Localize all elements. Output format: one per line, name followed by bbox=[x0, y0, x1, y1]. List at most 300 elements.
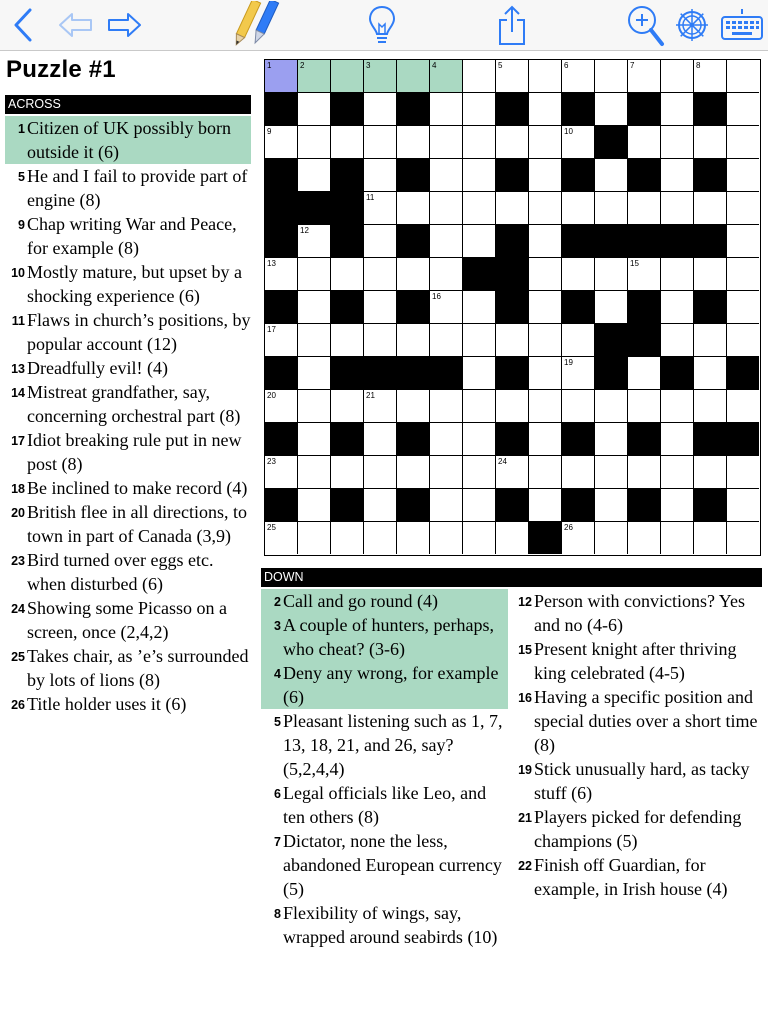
clue-text: Showing some Picasso on a screen, once (2,4,2) bbox=[27, 598, 227, 642]
settings-wheel-icon bbox=[674, 7, 710, 43]
settings-button[interactable] bbox=[672, 0, 712, 50]
undo-button[interactable] bbox=[56, 0, 96, 50]
grid-cell[interactable] bbox=[562, 456, 595, 489]
grid-cell[interactable] bbox=[661, 60, 694, 93]
grid-cell[interactable] bbox=[595, 456, 628, 489]
down-clue-5[interactable] bbox=[261, 709, 508, 781]
grid-cell[interactable] bbox=[562, 324, 595, 357]
grid-cell[interactable] bbox=[463, 126, 496, 159]
grid-cell[interactable] bbox=[661, 423, 694, 456]
grid-cell[interactable] bbox=[364, 324, 397, 357]
grid-cell[interactable] bbox=[430, 225, 463, 258]
clue-text: He and I fail to provide part of engine (8) bbox=[27, 166, 248, 210]
grid-cell[interactable] bbox=[661, 489, 694, 522]
lightbulb-icon bbox=[366, 4, 398, 46]
cell-number: 2 bbox=[300, 61, 305, 70]
grid-cell[interactable] bbox=[331, 390, 364, 423]
grid-cell[interactable] bbox=[595, 93, 628, 126]
clue-text: British flee in all directions, to town in part of Canada (3,9) bbox=[27, 502, 247, 546]
crossword-grid[interactable] bbox=[264, 59, 761, 556]
grid-cell[interactable] bbox=[298, 291, 331, 324]
down-clue-7[interactable] bbox=[261, 829, 508, 901]
down-clue-21[interactable] bbox=[512, 805, 764, 853]
zoom-in-icon bbox=[625, 3, 665, 47]
grid-cell[interactable] bbox=[364, 489, 397, 522]
grid-cell[interactable] bbox=[298, 159, 331, 192]
across-clue-11[interactable] bbox=[5, 308, 251, 356]
grid-cell[interactable] bbox=[661, 192, 694, 225]
redo-arrow-icon bbox=[106, 12, 142, 38]
grid-cell[interactable] bbox=[298, 225, 331, 258]
grid-cell[interactable] bbox=[727, 291, 759, 324]
grid-cell[interactable] bbox=[430, 324, 463, 357]
clue-text: Takes chair, as ’e’s surrounded by lots of lions (8) bbox=[27, 646, 249, 690]
back-button[interactable] bbox=[6, 0, 40, 50]
grid-cell[interactable] bbox=[529, 456, 562, 489]
grid-cell[interactable] bbox=[529, 357, 562, 390]
cell-number: 22 bbox=[696, 424, 705, 433]
grid-cell[interactable] bbox=[595, 258, 628, 291]
clue-text: Dreadfully evil! (4) bbox=[27, 358, 168, 378]
clue-number: 23 bbox=[11, 554, 25, 568]
grid-cell[interactable] bbox=[694, 192, 727, 225]
grid-cell[interactable] bbox=[331, 60, 364, 93]
grid-cell[interactable] bbox=[265, 456, 298, 489]
across-clue-25[interactable] bbox=[5, 644, 251, 692]
grid-cell[interactable] bbox=[331, 456, 364, 489]
grid-block bbox=[496, 225, 529, 258]
cell-number: 18 bbox=[630, 325, 639, 334]
down-clue-2[interactable] bbox=[261, 589, 508, 613]
grid-block bbox=[496, 258, 529, 291]
grid-cell[interactable] bbox=[661, 291, 694, 324]
grid-block bbox=[694, 423, 727, 456]
grid-cell[interactable] bbox=[496, 324, 529, 357]
cell-number: 6 bbox=[564, 61, 569, 70]
clue-text: Flaws in church’s positions, by popular account (12) bbox=[27, 310, 251, 354]
down-clue-3[interactable] bbox=[261, 613, 508, 661]
grid-cell[interactable] bbox=[727, 258, 759, 291]
grid-block bbox=[694, 159, 727, 192]
grid-cell[interactable] bbox=[397, 456, 430, 489]
grid-cell[interactable] bbox=[298, 423, 331, 456]
grid-cell[interactable] bbox=[694, 324, 727, 357]
clue-number: 18 bbox=[11, 482, 25, 496]
grid-cell[interactable] bbox=[364, 423, 397, 456]
clue-number: 8 bbox=[274, 907, 281, 921]
grid-block bbox=[331, 357, 364, 390]
clue-text: Finish off Guardian, for example, in Irish house (4) bbox=[534, 855, 728, 899]
grid-cell[interactable] bbox=[364, 225, 397, 258]
across-clue-14[interactable] bbox=[5, 380, 251, 428]
down-header: DOWN bbox=[261, 568, 762, 587]
grid-cell[interactable] bbox=[562, 126, 595, 159]
grid-cell[interactable] bbox=[727, 60, 759, 93]
grid-cell[interactable] bbox=[397, 522, 430, 554]
grid-cell[interactable] bbox=[727, 489, 759, 522]
grid-cell[interactable] bbox=[595, 291, 628, 324]
grid-cell[interactable] bbox=[463, 225, 496, 258]
grid-cell[interactable] bbox=[298, 357, 331, 390]
grid-cell[interactable] bbox=[430, 258, 463, 291]
grid-cell[interactable] bbox=[595, 60, 628, 93]
grid-cell[interactable] bbox=[463, 291, 496, 324]
grid-cell[interactable] bbox=[727, 126, 759, 159]
grid-cell[interactable] bbox=[661, 93, 694, 126]
across-clue-23[interactable] bbox=[5, 548, 251, 596]
clue-text: Be inclined to make record (4) bbox=[27, 478, 248, 498]
grid-cell[interactable] bbox=[496, 192, 529, 225]
grid-cell[interactable] bbox=[529, 192, 562, 225]
grid-block bbox=[397, 423, 430, 456]
grid-block bbox=[562, 489, 595, 522]
grid-block bbox=[661, 225, 694, 258]
grid-block bbox=[331, 423, 364, 456]
clue-text: Bird turned over eggs etc. when disturbed (6) bbox=[27, 550, 214, 594]
grid-cell[interactable] bbox=[694, 126, 727, 159]
grid-cell[interactable] bbox=[463, 159, 496, 192]
across-clue-26[interactable] bbox=[5, 692, 251, 716]
grid-cell[interactable] bbox=[430, 60, 463, 93]
grid-block bbox=[496, 159, 529, 192]
keyboard-icon bbox=[720, 7, 764, 43]
grid-cell[interactable] bbox=[364, 93, 397, 126]
grid-cell[interactable] bbox=[562, 192, 595, 225]
grid-cell[interactable] bbox=[694, 357, 727, 390]
grid-cell[interactable] bbox=[562, 390, 595, 423]
grid-block bbox=[595, 126, 628, 159]
grid-cell[interactable] bbox=[661, 159, 694, 192]
cell-number: 9 bbox=[267, 127, 272, 136]
grid-cell[interactable] bbox=[265, 390, 298, 423]
grid-cell[interactable] bbox=[562, 258, 595, 291]
across-clue-9[interactable] bbox=[5, 212, 251, 260]
grid-cell[interactable] bbox=[463, 522, 496, 554]
grid-cell[interactable] bbox=[463, 324, 496, 357]
grid-block bbox=[265, 489, 298, 522]
grid-cell[interactable] bbox=[364, 192, 397, 225]
clue-text: A couple of hunters, perhaps, who cheat? (3-6) bbox=[283, 615, 494, 659]
grid-block bbox=[496, 423, 529, 456]
grid-cell[interactable] bbox=[298, 489, 331, 522]
grid-cell[interactable] bbox=[628, 522, 661, 554]
grid-cell[interactable] bbox=[595, 489, 628, 522]
grid-cell[interactable] bbox=[430, 390, 463, 423]
grid-cell[interactable] bbox=[463, 357, 496, 390]
grid-cell[interactable] bbox=[430, 291, 463, 324]
grid-cell[interactable] bbox=[265, 324, 298, 357]
grid-cell[interactable] bbox=[628, 357, 661, 390]
grid-cell[interactable] bbox=[397, 390, 430, 423]
grid-cell[interactable] bbox=[397, 258, 430, 291]
grid-block bbox=[562, 225, 595, 258]
clue-number: 5 bbox=[18, 170, 25, 184]
grid-cell[interactable] bbox=[727, 225, 759, 258]
across-clue-18[interactable] bbox=[5, 476, 251, 500]
across-clue-17[interactable] bbox=[5, 428, 251, 476]
grid-cell[interactable] bbox=[496, 456, 529, 489]
grid-block bbox=[694, 291, 727, 324]
clue-text: Present knight after thriving king celebrated (4-5) bbox=[534, 639, 737, 683]
clue-number: 17 bbox=[11, 434, 25, 448]
grid-cell[interactable] bbox=[430, 522, 463, 554]
clue-text: Dictator, none the less, abandoned European currency (5) bbox=[283, 831, 502, 899]
clue-text: Title holder uses it (6) bbox=[27, 694, 187, 714]
clue-number: 25 bbox=[11, 650, 25, 664]
cell-number: 24 bbox=[498, 457, 507, 466]
grid-cell[interactable] bbox=[562, 357, 595, 390]
zoom-button[interactable] bbox=[622, 0, 668, 50]
clue-text: Players picked for defending champions (5) bbox=[534, 807, 742, 851]
grid-cell[interactable] bbox=[727, 93, 759, 126]
down-clue-6[interactable] bbox=[261, 781, 508, 829]
back-icon bbox=[12, 7, 34, 43]
grid-block bbox=[496, 357, 529, 390]
grid-cell[interactable] bbox=[364, 60, 397, 93]
grid-block bbox=[628, 423, 661, 456]
grid-cell[interactable] bbox=[661, 258, 694, 291]
grid-cell[interactable] bbox=[694, 60, 727, 93]
grid-cell[interactable] bbox=[628, 390, 661, 423]
grid-cell[interactable] bbox=[661, 126, 694, 159]
grid-cell[interactable] bbox=[529, 60, 562, 93]
across-clue-1[interactable] bbox=[5, 116, 251, 164]
grid-cell[interactable] bbox=[298, 60, 331, 93]
grid-cell[interactable] bbox=[430, 456, 463, 489]
cell-number: 20 bbox=[267, 391, 276, 400]
grid-cell[interactable] bbox=[463, 192, 496, 225]
grid-cell[interactable] bbox=[265, 258, 298, 291]
grid-block bbox=[628, 93, 661, 126]
grid-cell[interactable] bbox=[496, 522, 529, 554]
grid-cell[interactable] bbox=[727, 159, 759, 192]
across-clue-10[interactable] bbox=[5, 260, 251, 308]
grid-cell[interactable] bbox=[694, 522, 727, 554]
grid-cell[interactable] bbox=[694, 258, 727, 291]
grid-cell[interactable] bbox=[364, 522, 397, 554]
grid-cell[interactable] bbox=[694, 456, 727, 489]
grid-cell[interactable] bbox=[364, 258, 397, 291]
grid-cell[interactable] bbox=[397, 60, 430, 93]
grid-cell[interactable] bbox=[628, 60, 661, 93]
grid-cell[interactable] bbox=[298, 258, 331, 291]
clue-text: Flexibility of wings, say, wrapped around seabirds (10) bbox=[283, 903, 498, 947]
clue-number: 20 bbox=[11, 506, 25, 520]
share-button[interactable] bbox=[492, 0, 532, 50]
across-clue-24[interactable] bbox=[5, 596, 251, 644]
down-clue-4[interactable] bbox=[261, 661, 508, 709]
grid-cell[interactable] bbox=[595, 159, 628, 192]
grid-cell[interactable] bbox=[463, 489, 496, 522]
grid-cell[interactable] bbox=[727, 390, 759, 423]
grid-cell[interactable] bbox=[331, 324, 364, 357]
grid-cell[interactable] bbox=[463, 60, 496, 93]
grid-cell[interactable] bbox=[430, 192, 463, 225]
grid-block bbox=[694, 489, 727, 522]
grid-cell[interactable] bbox=[595, 390, 628, 423]
redo-button[interactable] bbox=[104, 0, 144, 50]
grid-cell[interactable] bbox=[298, 522, 331, 554]
across-clue-5[interactable] bbox=[5, 164, 251, 212]
grid-cell[interactable] bbox=[529, 126, 562, 159]
grid-cell[interactable] bbox=[331, 522, 364, 554]
grid-cell[interactable] bbox=[331, 126, 364, 159]
grid-block bbox=[298, 192, 331, 225]
grid-cell[interactable] bbox=[265, 522, 298, 554]
grid-block bbox=[397, 357, 430, 390]
grid-cell[interactable] bbox=[331, 258, 364, 291]
grid-block bbox=[331, 291, 364, 324]
across-clue-20[interactable] bbox=[5, 500, 251, 548]
grid-cell[interactable] bbox=[628, 126, 661, 159]
cell-number: 12 bbox=[300, 226, 309, 235]
grid-cell[interactable] bbox=[529, 423, 562, 456]
grid-cell[interactable] bbox=[595, 192, 628, 225]
grid-cell[interactable] bbox=[397, 324, 430, 357]
clue-text: Mistreat grandfather, say, concerning orchestral part (8) bbox=[27, 382, 241, 426]
grid-cell[interactable] bbox=[430, 159, 463, 192]
grid-cell[interactable] bbox=[661, 522, 694, 554]
grid-block bbox=[265, 291, 298, 324]
grid-block bbox=[694, 93, 727, 126]
grid-cell[interactable] bbox=[463, 93, 496, 126]
cell-number: 13 bbox=[267, 259, 276, 268]
grid-cell[interactable] bbox=[430, 93, 463, 126]
cell-number: 1 bbox=[267, 61, 272, 70]
clue-number: 22 bbox=[518, 859, 532, 873]
grid-cell[interactable] bbox=[562, 522, 595, 554]
hint-button[interactable] bbox=[362, 0, 402, 50]
down-clue-12[interactable] bbox=[512, 589, 764, 637]
down-clue-19[interactable] bbox=[512, 757, 764, 805]
grid-block bbox=[595, 324, 628, 357]
grid-cell[interactable] bbox=[496, 60, 529, 93]
grid-cell[interactable] bbox=[628, 456, 661, 489]
across-clue-13[interactable] bbox=[5, 356, 251, 380]
clue-number: 9 bbox=[18, 218, 25, 232]
grid-cell[interactable] bbox=[595, 522, 628, 554]
grid-cell[interactable] bbox=[298, 456, 331, 489]
grid-cell[interactable] bbox=[364, 159, 397, 192]
grid-cell[interactable] bbox=[397, 126, 430, 159]
grid-cell[interactable] bbox=[727, 456, 759, 489]
grid-cell[interactable] bbox=[694, 390, 727, 423]
grid-cell[interactable] bbox=[661, 324, 694, 357]
undo-arrow-icon bbox=[58, 12, 94, 38]
cell-number: 14 bbox=[498, 259, 507, 268]
grid-cell[interactable] bbox=[661, 390, 694, 423]
clue-text: Chap writing War and Peace, for example (8) bbox=[27, 214, 237, 258]
clue-number: 14 bbox=[11, 386, 25, 400]
grid-cell[interactable] bbox=[298, 324, 331, 357]
grid-cell[interactable] bbox=[364, 126, 397, 159]
grid-cell[interactable] bbox=[430, 126, 463, 159]
grid-cell[interactable] bbox=[529, 390, 562, 423]
cell-number: 10 bbox=[564, 127, 573, 136]
grid-block bbox=[562, 423, 595, 456]
grid-cell[interactable] bbox=[727, 192, 759, 225]
grid-cell[interactable] bbox=[529, 291, 562, 324]
grid-cell[interactable] bbox=[463, 423, 496, 456]
grid-block bbox=[595, 225, 628, 258]
grid-cell[interactable] bbox=[364, 390, 397, 423]
grid-cell[interactable] bbox=[529, 93, 562, 126]
grid-cell[interactable] bbox=[463, 456, 496, 489]
grid-cell[interactable] bbox=[364, 456, 397, 489]
clue-text: Person with convictions? Yes and no (4-6) bbox=[534, 591, 745, 635]
clue-text: Stick unusually hard, as tacky stuff (6) bbox=[534, 759, 750, 803]
share-icon bbox=[497, 4, 527, 46]
grid-block bbox=[397, 159, 430, 192]
grid-cell[interactable] bbox=[397, 192, 430, 225]
clue-text: Pleasant listening such as 1, 7, 13, 18, 21, and 26, say? (5,2,4,4) bbox=[283, 711, 503, 779]
keyboard-button[interactable] bbox=[718, 0, 766, 50]
grid-cell[interactable] bbox=[265, 60, 298, 93]
grid-block bbox=[265, 192, 298, 225]
grid-block bbox=[397, 291, 430, 324]
grid-cell[interactable] bbox=[298, 93, 331, 126]
grid-cell[interactable] bbox=[628, 258, 661, 291]
grid-cell[interactable] bbox=[628, 192, 661, 225]
grid-cell[interactable] bbox=[364, 291, 397, 324]
cell-number: 11 bbox=[366, 193, 375, 202]
cell-number: 23 bbox=[267, 457, 276, 466]
grid-cell[interactable] bbox=[661, 456, 694, 489]
clue-number: 3 bbox=[274, 619, 281, 633]
grid-block bbox=[265, 357, 298, 390]
grid-block bbox=[628, 291, 661, 324]
grid-block bbox=[397, 225, 430, 258]
cell-number: 3 bbox=[366, 61, 371, 70]
grid-cell[interactable] bbox=[529, 489, 562, 522]
grid-block bbox=[628, 324, 661, 357]
clue-number: 2 bbox=[274, 595, 281, 609]
grid-cell[interactable] bbox=[529, 258, 562, 291]
grid-cell[interactable] bbox=[562, 60, 595, 93]
grid-cell[interactable] bbox=[298, 390, 331, 423]
grid-block bbox=[529, 522, 562, 554]
grid-cell[interactable] bbox=[727, 324, 759, 357]
grid-cell[interactable] bbox=[529, 159, 562, 192]
grid-cell[interactable] bbox=[298, 126, 331, 159]
cell-number: 4 bbox=[432, 61, 437, 70]
down-clue-16[interactable] bbox=[512, 685, 764, 757]
clue-number: 11 bbox=[11, 314, 25, 328]
pencil-mode-button[interactable] bbox=[224, 0, 284, 50]
clue-text: Citizen of UK possibly born outside it (6) bbox=[27, 118, 231, 162]
down-clue-22[interactable] bbox=[512, 853, 764, 901]
grid-cell[interactable] bbox=[529, 324, 562, 357]
grid-cell[interactable] bbox=[430, 489, 463, 522]
grid-cell[interactable] bbox=[529, 225, 562, 258]
grid-block bbox=[562, 159, 595, 192]
grid-cell[interactable] bbox=[463, 390, 496, 423]
grid-cell[interactable] bbox=[496, 390, 529, 423]
grid-cell[interactable] bbox=[595, 423, 628, 456]
grid-block bbox=[496, 489, 529, 522]
grid-block bbox=[496, 291, 529, 324]
grid-block bbox=[727, 357, 759, 390]
grid-cell[interactable] bbox=[496, 126, 529, 159]
grid-cell[interactable] bbox=[265, 126, 298, 159]
down-clue-8[interactable] bbox=[261, 901, 508, 949]
down-clue-15[interactable] bbox=[512, 637, 764, 685]
clue-text: Idiot breaking rule put in new post (8) bbox=[27, 430, 242, 474]
grid-cell[interactable] bbox=[727, 522, 759, 554]
clue-number: 5 bbox=[274, 715, 281, 729]
grid-cell[interactable] bbox=[430, 423, 463, 456]
grid-block bbox=[265, 423, 298, 456]
